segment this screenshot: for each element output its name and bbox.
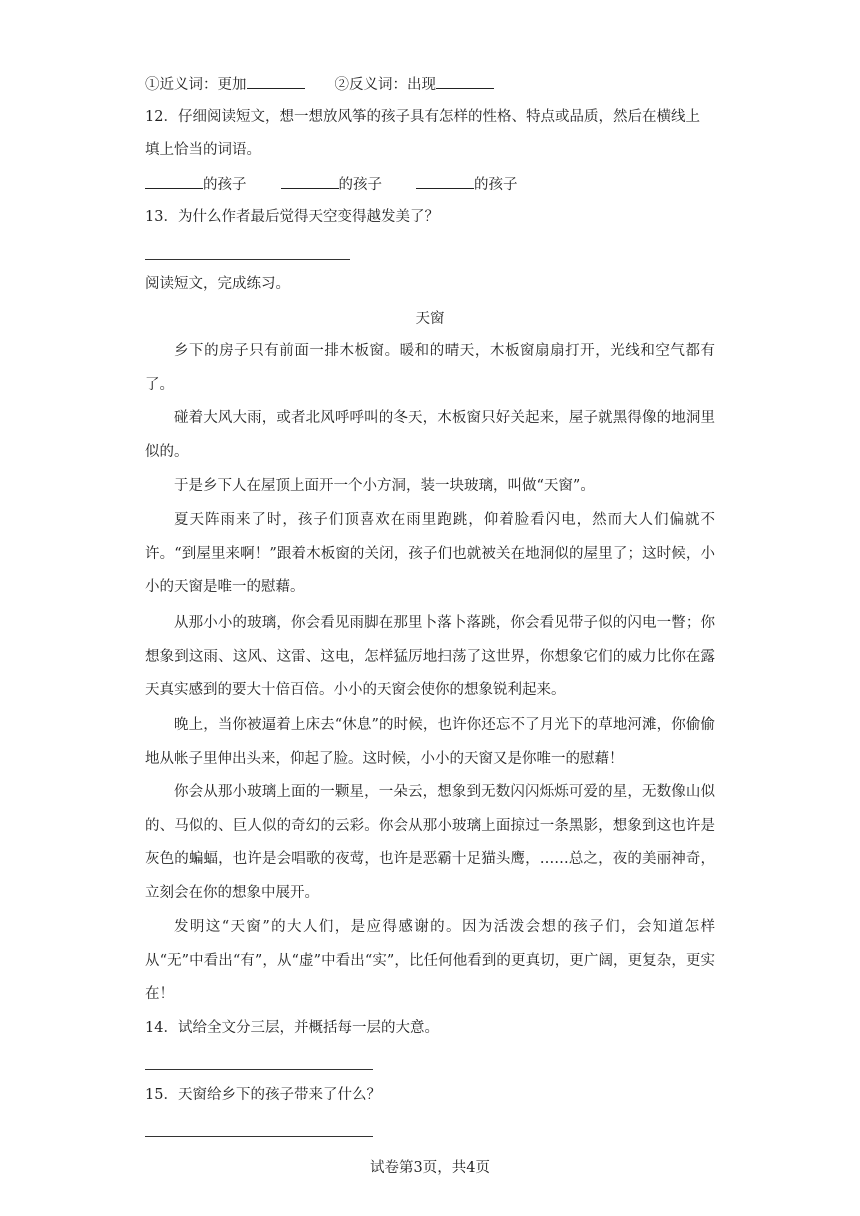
- q12-question-line2: 填上恰当的词语。: [145, 142, 261, 158]
- q12-question-line1: 12．仔细阅读短文，想一想放风筝的孩子具有怎样的性格、特点或品质，然后在横线上: [145, 109, 700, 125]
- passage-paragraph: 于是乡下人在屋顶上面开一个小方洞，装一块玻璃，叫做“天窗”。: [174, 478, 595, 494]
- q12-blank-1[interactable]: [145, 174, 203, 189]
- passage-paragraph: 乡下的房子只有前面一排木板窗。暖和的晴天，木板窗扇扇打开，光线和空气都有了。: [145, 343, 715, 393]
- passage-paragraph: 发明这“天窗”的大人们，是应得感谢的。因为活泼会想的孩子们，会知道怎样从“无”中看出“有”，从“虚”中看出“实”，比任何他看到的更真切，更广阔，更复杂，更实在！: [145, 919, 715, 1002]
- q12-blank-3[interactable]: [416, 174, 474, 189]
- q15-answer-line[interactable]: [145, 1136, 373, 1137]
- q11-line: [145, 74, 494, 95]
- q11-antonym-blank[interactable]: [436, 74, 494, 89]
- passage-paragraph: 夏天阵雨来了时，孩子们顶喜欢在雨里跑跳，仰着脸看闪电，然而大人们偏就不许。“到屋里来啊！”跟着木板窗的关闭，孩子们也就被关在地洞似的屋里了；这时候，小小的天窗是唯一的慰藉。: [145, 512, 715, 595]
- q12-blank-3-suffix: 的孩子: [474, 177, 518, 193]
- q11-synonym-label: ①近义词：更加: [145, 77, 247, 93]
- reading-instruction: 阅读短文，完成练习。: [145, 276, 290, 292]
- passage-paragraph: 你会从那小玻璃上面的一颗星，一朵云，想象到无数闪闪烁烁可爱的星，无数像山似的、马似的、巨人似的奇幻的云彩。你会从那小玻璃上面掠过一条黑影，想象到这也许是灰色的蝙蝠，也许是会唱歌的夜莺，也许是恶霸十足猫头鹰，……总之，夜的美丽神奇，立刻会在你的想象中展开。: [145, 784, 715, 901]
- q12-blank-2-suffix: 的孩子: [338, 177, 382, 193]
- q13-question: 13．为什么作者最后觉得天空变得越发美了？: [145, 209, 439, 225]
- q11-synonym-blank[interactable]: [247, 74, 305, 89]
- q12-blanks-line: [145, 174, 518, 195]
- passage-title: 天窗: [415, 311, 445, 327]
- q11-antonym-label: ②反义词：出现: [334, 77, 436, 93]
- q13-answer-line[interactable]: [145, 259, 350, 260]
- passage-paragraph: 碰着大风大雨，或者北风呼呼叫的冬天，木板窗只好关起来，屋子就黑得像的地洞里似的。: [145, 410, 715, 460]
- page-footer: 试卷第3页，共4页: [370, 1160, 490, 1176]
- q14-answer-line[interactable]: [145, 1069, 373, 1070]
- q14-question: 14．试给全文分三层，并概括每一层的大意。: [145, 1020, 439, 1036]
- passage-paragraph: 晚上，当你被逼着上床去“休息”的时候，也许你还忘不了月光下的草地河滩，你偷偷地从帐子里伸出头来，仰起了脸。这时候，小小的天窗又是你唯一的慰藉！: [145, 717, 715, 767]
- passage-paragraph: 从那小小的玻璃，你会看见雨脚在那里卜落卜落跳，你会看见带子似的闪电一瞥；你想象到这雨、这风、这雷、这电，怎样猛厉地扫荡了这世界，你想象它们的威力比你在露天真实感到的要大十倍百倍。小小的天窗会使你的想象锐利起来。: [145, 615, 715, 698]
- q15-question: 15．天窗给乡下的孩子带来了什么？: [145, 1087, 381, 1103]
- q12-blank-1-suffix: 的孩子: [203, 177, 247, 193]
- q12-blank-2[interactable]: [281, 174, 339, 189]
